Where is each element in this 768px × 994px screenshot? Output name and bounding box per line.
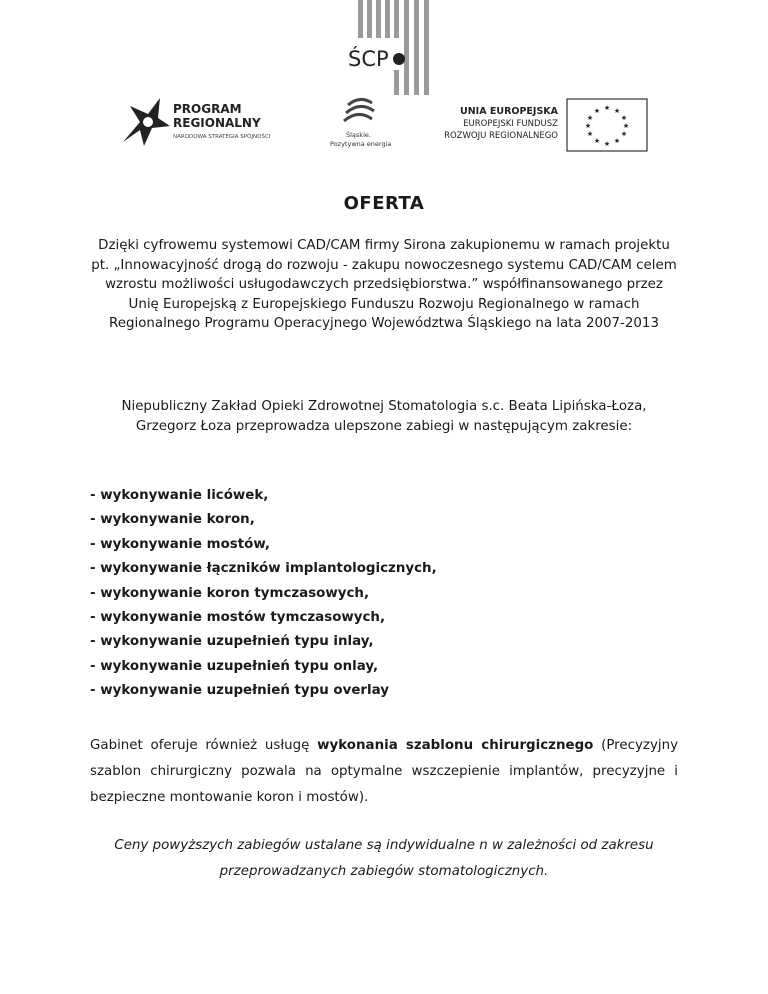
svg-text:★: ★ bbox=[613, 107, 621, 115]
svg-text:EUROPEJSKI FUNDUSZ: EUROPEJSKI FUNDUSZ bbox=[463, 119, 558, 129]
intro-paragraph: Dzięki cyfrowemu systemowi CAD/CAM firmy Sirona zakupionemu w ramach projektu pt. „Innowacyjność drogą do rozwoju - zakupu nowoczesnego systemu CAD/CAM celem wzrostu możliwości usługodawczych przedsiębiorstwa.” współfinansowanego przez Unię Europejską z Europejskiego Funduszu Rozwoju Regionalnego w ramach Regionalnego Programu Operacyjnego Województwa Śląskiego na lata 2007-2013 bbox=[91, 238, 677, 331]
list-item: - wykonywanie uzupełnień typu overlay bbox=[90, 679, 437, 703]
svg-text:Pozytywna energia: Pozytywna energia bbox=[330, 140, 392, 148]
svg-text:REGIONALNY: REGIONALNY bbox=[173, 116, 261, 130]
additional-service-paragraph bbox=[90, 733, 678, 811]
svg-text:★: ★ bbox=[584, 122, 592, 130]
svg-text:★: ★ bbox=[603, 104, 611, 112]
scp-logo bbox=[342, 0, 432, 95]
program-regionalny-logo bbox=[118, 92, 298, 147]
svg-text:★: ★ bbox=[622, 122, 630, 130]
slaskie-logo bbox=[324, 95, 404, 150]
list-item: - wykonywanie mostów, bbox=[90, 533, 437, 557]
svg-text:★: ★ bbox=[586, 114, 594, 122]
prices-note: Ceny powyższych zabiegów ustalane są indywidualne n w zależności od zakresu przeprowadzanych zabiegów stomatologicznych. bbox=[114, 838, 654, 879]
svg-text:Śląskie.: Śląskie. bbox=[346, 131, 371, 139]
svg-text:★: ★ bbox=[613, 137, 621, 145]
svg-text:★: ★ bbox=[603, 140, 611, 148]
list-item: - wykonywanie licówek, bbox=[90, 484, 437, 508]
list-item: - wykonywanie uzupełnień typu inlay, bbox=[90, 630, 437, 654]
page-title: OFERTA bbox=[343, 193, 425, 214]
svg-text:★: ★ bbox=[593, 137, 601, 145]
svg-text:UNIA EUROPEJSKA: UNIA EUROPEJSKA bbox=[460, 106, 558, 117]
svg-text:★: ★ bbox=[620, 114, 628, 122]
list-item: - wykonywanie koron, bbox=[90, 508, 437, 532]
svg-text:PROGRAM: PROGRAM bbox=[173, 102, 242, 116]
list-item: - wykonywanie łączników implantologicznych, bbox=[90, 557, 437, 581]
svg-text:★: ★ bbox=[620, 130, 628, 138]
svg-text:★: ★ bbox=[586, 130, 594, 138]
svg-text:ŚCP: ŚCP bbox=[348, 47, 389, 71]
ue-logo bbox=[428, 97, 658, 152]
svg-text:ROZWOJU REGIONALNEGO: ROZWOJU REGIONALNEGO bbox=[444, 131, 558, 141]
svg-text:NARODOWA STRATEGIA SPÓJNOŚCI: NARODOWA STRATEGIA SPÓJNOŚCI bbox=[173, 134, 271, 140]
list-item: - wykonywanie mostów tymczasowych, bbox=[90, 606, 437, 630]
list-item: - wykonywanie koron tymczasowych, bbox=[90, 582, 437, 606]
surgical-template-service: wykonania szablonu chirurgicznego bbox=[317, 738, 594, 753]
additional-service-intro: Gabinet oferuje również usługę bbox=[90, 738, 318, 753]
services-list bbox=[90, 484, 437, 704]
svg-text:★: ★ bbox=[593, 107, 601, 115]
list-item: - wykonywanie uzupełnień typu onlay, bbox=[90, 655, 437, 679]
provider-paragraph: Niepubliczny Zakład Opieki Zdrowotnej Stomatologia s.c. Beata Lipińska-Łoza, Grzegorz Łoza przeprowadza ulepszone zabiegi w następującym zakresie: bbox=[121, 399, 647, 434]
additional-service-description: (Precyzyjny szablon chirurgiczny pozwala na optymalne wszczepienie implantów, precyzyjne i bezpieczne montowanie koron i mostów). bbox=[90, 738, 678, 805]
